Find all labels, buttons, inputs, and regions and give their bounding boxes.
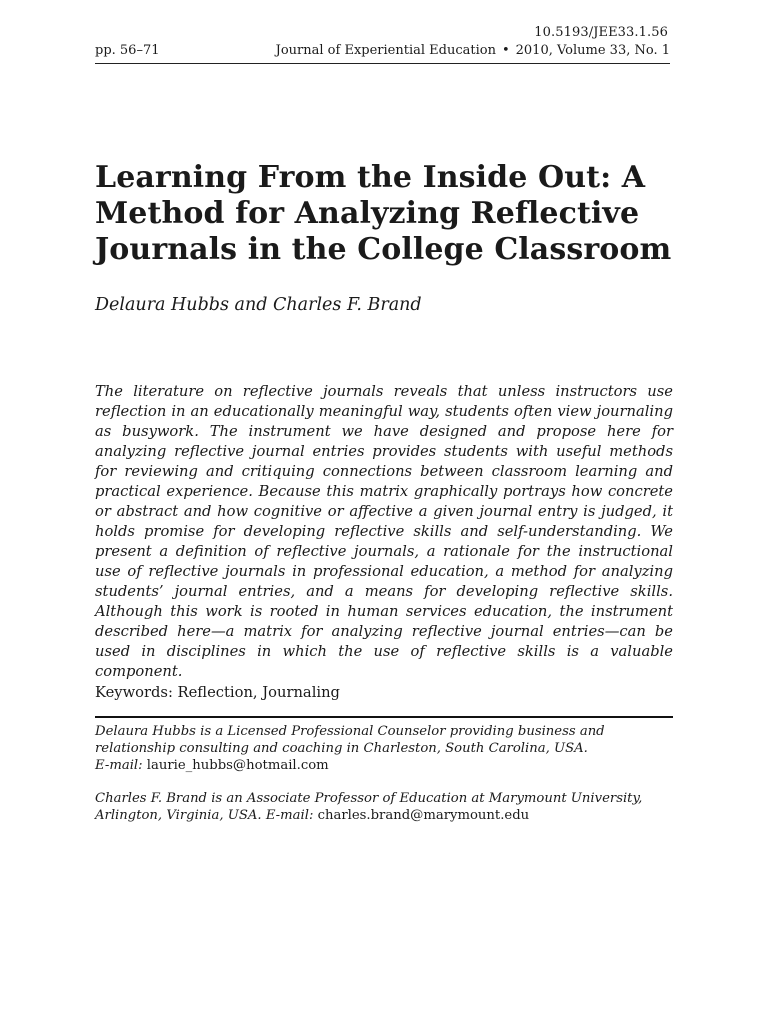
journal-issue: 2010, Volume 33, No. 1: [515, 43, 670, 58]
article-authors: Delaura Hubbs and Charles F. Brand: [95, 295, 422, 315]
title-line-2: Method for Analyzing Reflective: [95, 196, 640, 231]
keywords: Keywords: Reflection, Journaling: [95, 684, 340, 701]
journal-citation: [276, 43, 670, 58]
footnote-divider: [95, 716, 673, 718]
page-range: pp. 56–71: [95, 43, 160, 58]
header-divider: [95, 63, 670, 64]
author1-email-label: E-mail:: [95, 758, 143, 773]
doi: 10.5193/JEE33.1.56: [534, 25, 668, 40]
running-head: [95, 43, 670, 61]
author1-email[interactable]: laurie_hubbs@hotmail.com: [146, 758, 329, 773]
bullet-separator: •: [501, 43, 510, 58]
author2-email[interactable]: charles.brand@marymount.edu: [317, 808, 530, 823]
title-line-1: Learning From the Inside Out: A: [95, 160, 646, 195]
author2-affiliation: [95, 790, 675, 824]
title-line-3: Journals in the College Classroom: [95, 232, 672, 267]
author1-bio: Delaura Hubbs is a Licensed Professional Counselor providing business and relationship consulting and coaching in Charleston, South Carolina, USA.: [95, 724, 605, 756]
author2-email-label: E-mail:: [265, 808, 314, 823]
article-title: [95, 160, 685, 268]
journal-name: Journal of Experiential Education: [275, 43, 496, 58]
author2-bio: Charles F. Brand is an Associate Professor of Education at Marymount University, Arlington, Virginia, USA.: [95, 791, 643, 823]
abstract: The literature on reflective journals reveals that unless instructors use reflection in an educationally meaningful way, students often view journaling as busywork. The instrument we have designed and propose here for analyzing reflective journal entries provides students with useful methods for reviewing and critiquing connections between classroom learning and practical experience. Because this matrix graphically portrays how concrete or abstract and how cognitive or affective a given journal entry is judged, it holds promise for developing reflective skills and self-understanding. We present a definition of reflective journals, a rationale for the instructional use of reflective journals in professional education, a method for analyzing students’ journal entries, and a means for developing reflective skills. Although this work is rooted in human services education, the instrument described here—a matrix for analyzing reflective journal entries—can be used in disciplines in which the use of reflective skills is a valuable component.: [95, 383, 673, 680]
author1-affiliation: [95, 723, 675, 774]
